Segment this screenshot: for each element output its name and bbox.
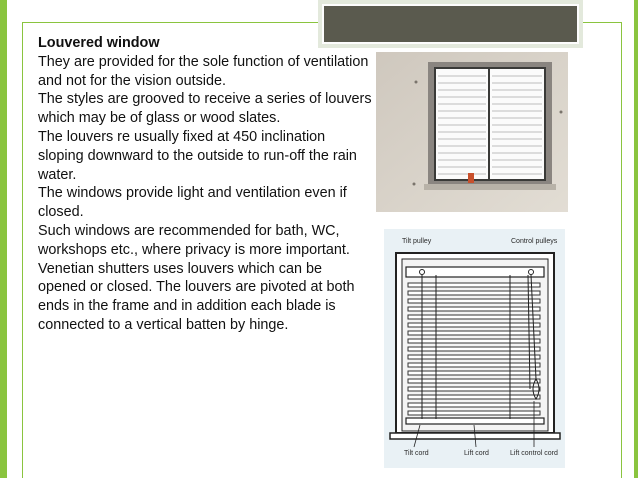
venetian-blind-diagram-graphic (384, 229, 565, 468)
label-tilt-pulley: Tilt pulley (402, 238, 432, 245)
right-accent-stripe (634, 0, 638, 478)
paragraph-inclination: The louvers re usually fixed at 450 inclination sloping downward to the outside to run-off the rain water. (38, 128, 357, 183)
louvered-window-photo (376, 52, 568, 212)
slide-text (38, 34, 373, 335)
paragraph-venetian: Venetian shutters uses louvers which can be opened or closed. The louvers are pivoted at both ends in the frame and in addition each blade is connected to a vertical batten by hinge. (38, 260, 355, 333)
paragraph-purpose: They are provided for the sole function of ventilation and not for the vision outside. (38, 53, 369, 89)
paragraph-styles: The styles are grooved to receive a series of louvers which may be of glass or wood slates. (38, 91, 372, 127)
left-accent-stripe (0, 0, 7, 478)
venetian-blind-diagram (384, 229, 565, 468)
slide-title: Louvered window (38, 35, 160, 51)
paragraph-usage: Such windows are recommended for bath, WC, workshops etc., where privacy is more important. (38, 222, 350, 258)
paragraph-light: The windows provide light and ventilation even if closed. (38, 185, 347, 221)
louvered-window-photo-graphic (376, 52, 568, 212)
label-control-pulleys: Control pulleys (511, 238, 558, 245)
label-tilt-cord: Tilt cord (404, 450, 429, 457)
label-lift-control-cord: Lift control cord (510, 450, 558, 457)
label-lift-cord: Lift cord (464, 450, 489, 457)
